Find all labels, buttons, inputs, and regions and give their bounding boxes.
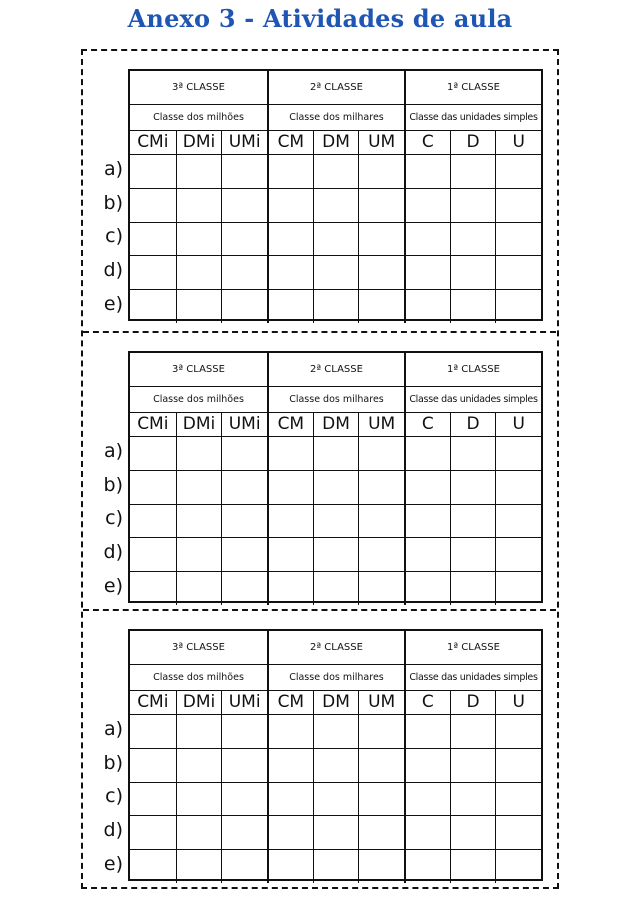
answer-cell[interactable] [450,748,496,782]
answer-cell[interactable] [358,748,404,782]
answer-cell[interactable] [267,782,313,816]
class-name: Classe dos milhões [153,671,244,683]
answer-row [130,222,541,257]
order-header: U [495,412,541,436]
answer-row [130,815,541,850]
answer-cell[interactable] [221,222,267,256]
class-name-row [130,104,541,131]
order-header: U [495,130,541,154]
answer-cell[interactable] [358,470,404,504]
class-name: Classe dos milhões [153,111,244,123]
answer-cell[interactable] [176,436,222,470]
answer-cell[interactable] [495,537,541,571]
answer-cell[interactable] [176,504,222,538]
row-label: a) [103,717,123,740]
answer-cell[interactable] [313,222,359,256]
answer-cell[interactable] [267,255,313,289]
answer-cell[interactable] [495,714,541,748]
answer-cell[interactable] [495,436,541,470]
answer-row [130,748,541,783]
class-header: 1ª CLASSE [404,353,541,386]
answer-cell[interactable] [267,154,313,188]
order-header: CMi [137,692,169,712]
answer-cell[interactable] [358,289,404,323]
answer-cell[interactable] [450,222,496,256]
answer-cell[interactable] [130,849,176,883]
answer-cell[interactable] [267,470,313,504]
answer-cell[interactable] [130,436,176,470]
order-header-row [130,130,541,155]
class-header: 3ª CLASSE [172,82,225,93]
row-label: c) [105,785,123,808]
answer-row [130,849,541,883]
answer-cell[interactable] [358,815,404,849]
order-header: UM [358,412,404,436]
answer-cell[interactable] [495,782,541,816]
answer-cell[interactable] [267,537,313,571]
answer-cell[interactable] [450,815,496,849]
answer-cell[interactable] [313,255,359,289]
order-header: CM [267,412,313,436]
place-value-table [128,351,543,603]
order-header: CMi [137,414,169,434]
answer-cell[interactable] [358,714,404,748]
answer-cell[interactable] [176,154,222,188]
answer-cell[interactable] [267,436,313,470]
row-labels [89,434,127,603]
order-header: D [450,130,496,154]
order-header: C [404,130,450,154]
answer-cell[interactable] [267,289,313,323]
answer-cell[interactable] [221,782,267,816]
answer-cell[interactable] [450,571,496,605]
answer-cell[interactable] [130,748,176,782]
answer-cell[interactable] [358,222,404,256]
answer-cell[interactable] [267,188,313,222]
answer-cell[interactable] [313,154,359,188]
row-label: d) [103,259,123,282]
answer-cell[interactable] [267,815,313,849]
answer-cell[interactable] [130,504,176,538]
answer-cell[interactable] [495,222,541,256]
row-label: b) [103,473,123,496]
place-value-table [128,69,543,321]
class-header: 2ª CLASSE [267,353,404,386]
answer-cell[interactable] [313,289,359,323]
answer-row [130,782,541,817]
answer-cell[interactable] [404,154,450,188]
order-header: CM [267,690,313,714]
answer-cell[interactable] [358,255,404,289]
answer-cell[interactable] [404,436,450,470]
answer-cell[interactable] [313,815,359,849]
order-header: UMi [221,412,267,436]
answer-cell[interactable] [404,782,450,816]
answer-cell[interactable] [176,470,222,504]
answer-cell[interactable] [267,849,313,883]
answer-cell[interactable] [313,571,359,605]
class-header: 1ª CLASSE [404,631,541,664]
answer-cell[interactable] [404,222,450,256]
answer-cell[interactable] [358,504,404,538]
row-label: b) [103,751,123,774]
answer-cell[interactable] [130,289,176,323]
answer-cell[interactable] [221,255,267,289]
order-header: D [450,690,496,714]
answer-cell[interactable] [495,255,541,289]
answer-cell[interactable] [450,470,496,504]
order-header: DM [313,130,359,154]
answer-cell[interactable] [450,289,496,323]
answer-cell[interactable] [267,504,313,538]
row-label: e) [103,293,123,316]
place-value-table [128,629,543,881]
answer-cell[interactable] [495,748,541,782]
row-label: a) [103,439,123,462]
order-header: CM [267,130,313,154]
answer-row [130,537,541,572]
answer-cell[interactable] [176,188,222,222]
answer-cell[interactable] [450,782,496,816]
class-header: 3ª CLASSE [172,642,225,653]
answer-cell[interactable] [130,255,176,289]
answer-cell[interactable] [130,470,176,504]
row-label: e) [103,853,123,876]
class-header-row [130,71,541,105]
row-label: d) [103,819,123,842]
answer-row [130,571,541,605]
answer-row [130,470,541,505]
answer-cell[interactable] [495,571,541,605]
answer-cell[interactable] [267,571,313,605]
answer-cell[interactable] [130,714,176,748]
class-name: Classe das unidades simples [404,664,541,690]
answer-cell[interactable] [313,748,359,782]
exercise-block [83,51,556,330]
answer-row [130,289,541,323]
answer-cell[interactable] [450,255,496,289]
answer-cell[interactable] [358,782,404,816]
answer-cell[interactable] [221,188,267,222]
answer-cell[interactable] [267,748,313,782]
order-header: CMi [137,132,169,152]
answer-cell[interactable] [176,255,222,289]
answer-cell[interactable] [404,289,450,323]
answer-cell[interactable] [450,714,496,748]
answer-cell[interactable] [450,537,496,571]
answer-cell[interactable] [221,748,267,782]
class-name: Classe dos milhares [267,386,404,412]
answer-cell[interactable] [358,188,404,222]
answer-cell[interactable] [267,222,313,256]
answer-cell[interactable] [404,571,450,605]
answer-cell[interactable] [313,470,359,504]
answer-cell[interactable] [495,154,541,188]
row-label: c) [105,225,123,248]
answer-cell[interactable] [450,436,496,470]
order-header-row [130,412,541,437]
answer-cell[interactable] [358,849,404,883]
row-labels [89,712,127,881]
answer-cell[interactable] [450,849,496,883]
class-header: 2ª CLASSE [267,631,404,664]
answer-cell[interactable] [221,849,267,883]
class-name-row [130,664,541,691]
class-name: Classe dos milhares [267,104,404,130]
answer-cell[interactable] [404,255,450,289]
answer-row [130,154,541,189]
order-header: UMi [221,690,267,714]
row-label: c) [105,507,123,530]
answer-cell[interactable] [313,849,359,883]
answer-cell[interactable] [176,222,222,256]
order-header: DMi [176,690,222,714]
answer-cell[interactable] [313,504,359,538]
answer-cell[interactable] [130,537,176,571]
answer-cell[interactable] [313,537,359,571]
order-header: UM [358,130,404,154]
answer-cell[interactable] [130,782,176,816]
row-labels [89,152,127,321]
answer-cell[interactable] [495,815,541,849]
order-header: C [404,412,450,436]
answer-cell[interactable] [130,188,176,222]
answer-cell[interactable] [267,714,313,748]
answer-cell[interactable] [221,289,267,323]
class-header-row [130,631,541,665]
answer-cell[interactable] [495,504,541,538]
answer-cell[interactable] [404,714,450,748]
class-header: 3ª CLASSE [172,364,225,375]
order-header: U [495,690,541,714]
answer-cell[interactable] [221,571,267,605]
answer-cell[interactable] [495,470,541,504]
answer-row [130,436,541,471]
answer-cell[interactable] [404,188,450,222]
answer-cell[interactable] [130,222,176,256]
answer-cell[interactable] [176,289,222,323]
answer-cell[interactable] [404,849,450,883]
order-header-row [130,690,541,715]
answer-cell[interactable] [176,748,222,782]
answer-row [130,714,541,749]
answer-cell[interactable] [130,815,176,849]
answer-cell[interactable] [404,470,450,504]
answer-cell[interactable] [176,537,222,571]
class-name: Classe dos milhões [153,393,244,405]
answer-cell[interactable] [221,154,267,188]
exercise-block [83,331,556,612]
answer-cell[interactable] [404,815,450,849]
answer-cell[interactable] [358,571,404,605]
class-header-row [130,353,541,387]
class-name: Classe das unidades simples [404,104,541,130]
answer-cell[interactable] [450,504,496,538]
answer-cell[interactable] [404,748,450,782]
order-header: D [450,412,496,436]
answer-cell[interactable] [130,571,176,605]
answer-cell[interactable] [221,537,267,571]
answer-row [130,188,541,223]
answer-cell[interactable] [313,782,359,816]
page-title: Anexo 3 - Atividades de aula [127,4,513,33]
class-name: Classe das unidades simples [404,386,541,412]
answer-cell[interactable] [450,154,496,188]
row-label: a) [103,157,123,180]
order-header: DMi [176,130,222,154]
answer-cell[interactable] [495,849,541,883]
answer-cell[interactable] [176,782,222,816]
class-header: 1ª CLASSE [404,71,541,104]
answer-row [130,504,541,539]
answer-cell[interactable] [495,289,541,323]
answer-cell[interactable] [495,188,541,222]
order-header: C [404,690,450,714]
worksheet [81,49,559,889]
answer-cell[interactable] [221,436,267,470]
class-name: Classe dos milhares [267,664,404,690]
answer-cell[interactable] [221,504,267,538]
order-header: DMi [176,412,222,436]
row-label: e) [103,575,123,598]
answer-cell[interactable] [176,571,222,605]
answer-cell[interactable] [358,154,404,188]
class-name-row [130,386,541,413]
class-header: 2ª CLASSE [267,71,404,104]
answer-cell[interactable] [176,849,222,883]
answer-row [130,255,541,290]
answer-cell[interactable] [313,714,359,748]
order-header: UM [358,690,404,714]
answer-cell[interactable] [313,188,359,222]
answer-cell[interactable] [176,815,222,849]
answer-cell[interactable] [358,537,404,571]
order-header: UMi [221,130,267,154]
answer-cell[interactable] [358,436,404,470]
row-label: d) [103,541,123,564]
answer-cell[interactable] [313,436,359,470]
answer-cell[interactable] [404,537,450,571]
order-header: DM [313,412,359,436]
answer-cell[interactable] [176,714,222,748]
order-header: DM [313,690,359,714]
answer-cell[interactable] [130,154,176,188]
row-label: b) [103,191,123,214]
answer-cell[interactable] [221,815,267,849]
answer-cell[interactable] [221,714,267,748]
answer-cell[interactable] [404,504,450,538]
exercise-block [83,609,556,890]
answer-cell[interactable] [221,470,267,504]
answer-cell[interactable] [450,188,496,222]
